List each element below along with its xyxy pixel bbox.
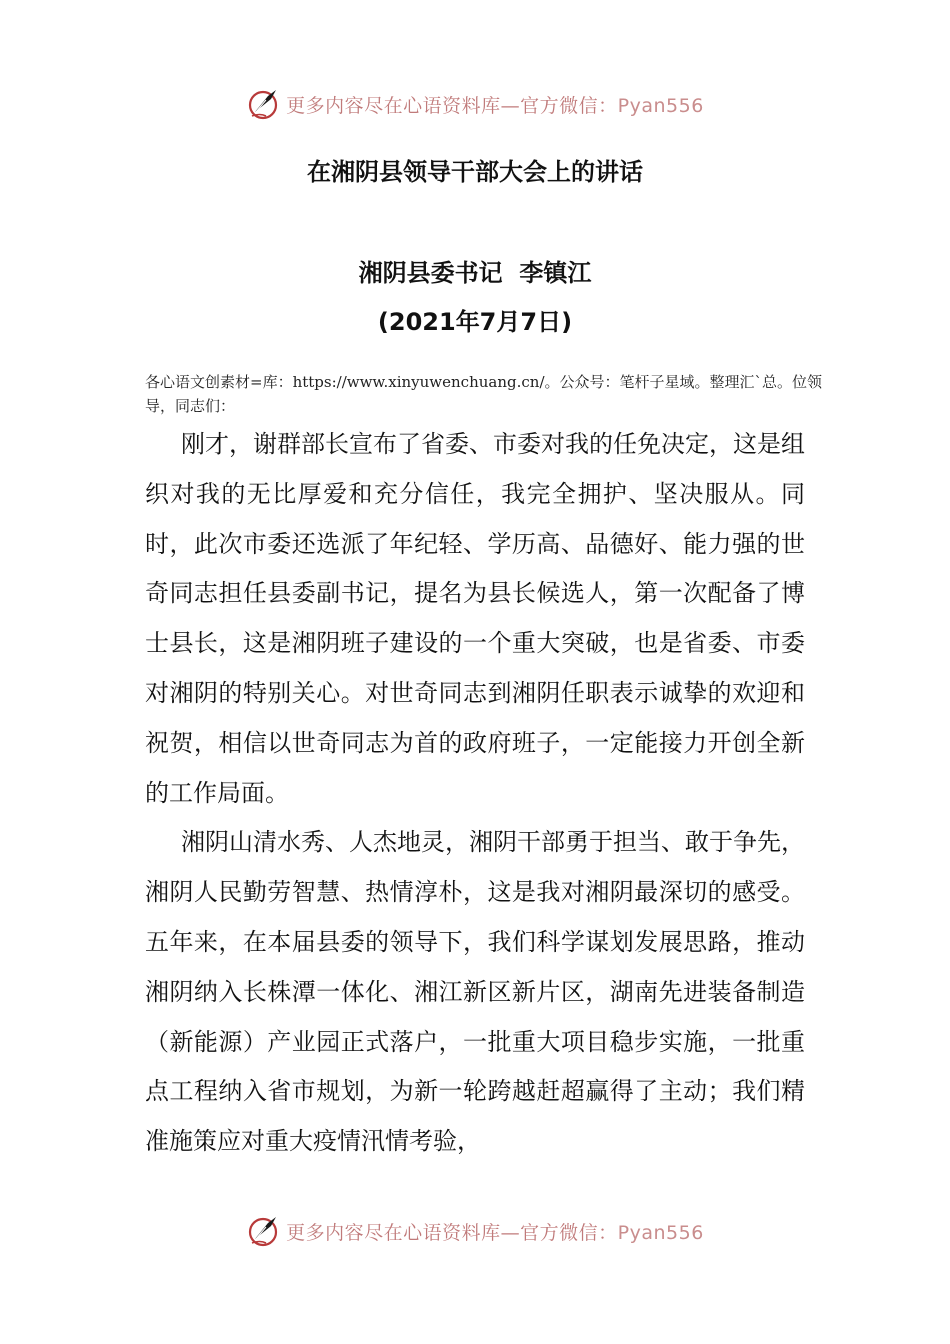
document-title: 在湘阴县领导干部大会上的讲话	[307, 158, 643, 186]
watermark-text: 更多内容尽在心语资料库—官方微信：Pyan556	[286, 1221, 704, 1244]
quill-pen-logo-icon	[246, 86, 282, 122]
header-watermark	[0, 84, 950, 124]
paragraph: 刚才，谢群部长宣布了省委、市委对我的任免决定，这是组织对我的无比厚爱和充分信任，我完全拥护、坚决服从。同时，此次市委还选派了年纪轻、学历高、品德好、能力强的世奇同志担任县委副书记，提名为县长候选人，第一次配备了博士县长，这是湘阴班子建设的一个重大突破，也是省委、市委对湘阴的特别关心。对世奇同志到湘阴任职表示诚挚的欢迎和祝贺，相信以世奇同志为首的政府班子，一定能接力开创全新的工作局面。	[145, 430, 805, 807]
paragraph: 湘阴山清水秀、人杰地灵，湘阴干部勇于担当、敢于争先，湘阴人民勤劳智慧、热情淳朴，这是我对湘阴最深切的感受。五年来，在本届县委的领导下，我们科学谋划发展思路，推动湘阴纳入长株潭一体化、湘江新区新片区，湖南先进装备制造（新能源）产业园正式落户，一批重大项目稳步实施，一批重点工程纳入省市规划，为新一轮跨越赶超赢得了主动；我们精准施策应对重大疫情汛情考验，	[145, 828, 805, 1156]
watermark-text: 更多内容尽在心语资料库—官方微信：Pyan556	[286, 94, 704, 117]
speech-body	[145, 420, 805, 1167]
footer-watermark	[0, 1211, 950, 1251]
quill-pen-logo-icon	[246, 1213, 282, 1249]
document-date: (2021年7月7日)	[377, 308, 573, 336]
source-note: 各心语文创素材=库：https://www.xinyuwenchuang.cn/。公众号：笔杆子星域。整理汇`总。位领导，同志们：	[145, 373, 822, 415]
document-author: 湘阴县委书记 李镇江	[358, 259, 592, 287]
